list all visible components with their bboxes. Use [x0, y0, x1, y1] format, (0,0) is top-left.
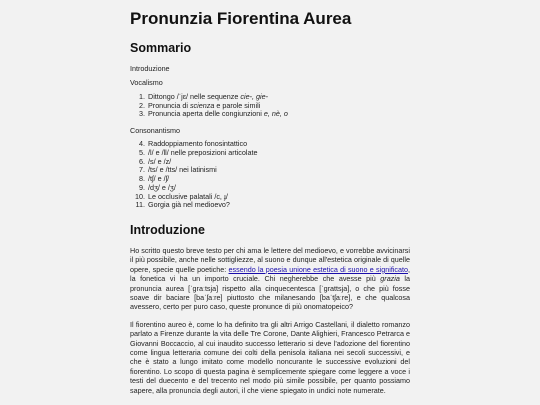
toc-item[interactable]: 2. Pronuncia di scienza e parole simili: [147, 102, 410, 111]
toc-list-vocalismo: [130, 93, 410, 119]
article: [130, 0, 410, 395]
intro-paragraph-1: Ho scritto questo breve testo per chi ama le lettere del medioevo, e vorrebbe avvicinarsi il più possibile, anche nelle sottigliezze, al suono e dunque all'estetica originale di quelle opere, specie quelle poetiche: essendo la poesia unione estetica di suono e significato, la fonetica vi ha un importo cruciale. Chi negherebbe che avesse più grazia la pronuncia aurea [ˈɡraːtsja] rispetto alla cinquecentesca [ˈɡrattsja], o che più fosse soave dir baciare [baˈʃaːre] piuttosto che milanesando [baˈtʃaːre], e che qualcosa avessero, certo per puro caso, queste pronunce di più onomatopeico?: [130, 245, 411, 312]
toc-item[interactable]: 5. /l/ e /ll/ nelle preposizioni articolate: [147, 149, 410, 158]
toc-item[interactable]: 10. Le occlusive palatali /c, ɟ/: [147, 193, 410, 202]
toc-item[interactable]: 4. Raddoppiamento fonosintattico: [147, 140, 410, 149]
section-heading-introduzione: Introduzione: [130, 222, 205, 237]
toc-link-introduzione[interactable]: Introduzione: [130, 64, 170, 73]
toc-item[interactable]: 9. /dʒ/ e /ʒ/: [147, 184, 410, 193]
toc-item[interactable]: 11. Gorgia già nel medioevo?: [147, 201, 410, 210]
inline-link[interactable]: essendo la poesia unione estetica di suono e significato: [228, 264, 408, 274]
toc-item[interactable]: 6. /s/ e /z/: [147, 158, 410, 167]
toc-section-vocalismo[interactable]: Vocalismo: [130, 78, 163, 88]
toc-section-consonantismo[interactable]: Consonantismo: [130, 125, 180, 135]
toc-list-consonantismo: [130, 140, 410, 210]
toc-item[interactable]: 7. /ts/ e /tts/ nei latinismi: [147, 166, 410, 175]
intro-paragraph-2: Il fiorentino aureo è, come lo ha definito tra gli altri Arrigo Castellani, il dialetto romanzo parlato a Firenze durante la vita delle Tre Corone, Dante Alighieri, Francesco Petrarca e Giovanni Boccaccio, al cui inaudito successo letterario si deve l'adozione del fiorentino come lingua letteraria comune dei colti della penisola italiana nei secoli successivi, e che è stato a lungo imitato come modello noncurante le successive evoluzioni del fiorentino. Lo scopo di questa pagina è semplicemente spiegare come leggere a voce i testi del duecento e del trecento nel modo più simile possibile, per quanto possiamo sapere, alla pronuncia degli autori, il che viene spiegato in undici note numerate.: [130, 319, 410, 395]
toc-heading: Sommario: [130, 41, 192, 55]
toc-item[interactable]: 3. Pronuncia aperta delle congiunzioni e, nè, o: [147, 110, 410, 119]
toc-item[interactable]: 8. /tʃ/ e /ʃ/: [147, 175, 410, 184]
page-title: Pronunzia Fiorentina Aurea: [130, 9, 352, 28]
toc-item[interactable]: 1. Dittongo /ˈjɛ/ nelle sequenze cie-, gie-: [147, 93, 410, 102]
